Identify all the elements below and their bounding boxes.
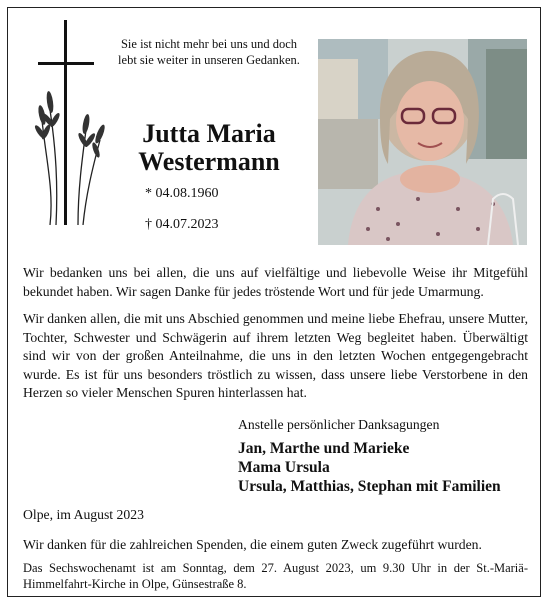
deceased-first-names: Jutta Maria: [142, 119, 276, 148]
signer-line-2: Mama Ursula: [238, 459, 330, 476]
signer-line-1: Jan, Marthe und Marieke: [238, 440, 410, 457]
thanks-paragraph-1: Wir bedanken uns bei allen, die uns auf vielfältige und liebevolle Weise ihr Mitgefühl bekundet haben. Wir sagen Danke für jedes tröstende Wort und für jede Umarmung.: [23, 265, 528, 299]
portrait-image: [318, 39, 527, 245]
signature-intro: Anstelle persönlicher Danksagungen: [238, 417, 440, 432]
deceased-last-name: Westermann: [138, 147, 280, 176]
place-date: Olpe, im August 2023: [23, 507, 144, 522]
death-date: † 04.07.2023: [145, 217, 219, 232]
memorial-service-note: Das Sechswochenamt ist am Sonntag, dem 27. August 2023, um 9.30 Uhr in der St.-Mariä-Himmelfahrt-Kirche in Olpe, Günsestraße 8.: [23, 561, 528, 591]
life-dates: [145, 185, 219, 247]
quote-line-2: lebt sie weiter in unseren Gedanken.: [118, 53, 300, 67]
quote-line-1: Sie ist nicht mehr bei uns und doch: [120, 37, 298, 51]
signers: [238, 439, 501, 496]
thanks-paragraph-2: Wir danken allen, die mit uns Abschied genommen und meine liebe Ehefrau, unsere Mutter, Tochter, Schwester und Schwägerin auf ihrem letzten Weg begleitet haben. Überwältigt sind wir von der großen Anteilnahme, die uns in den letzten Wochen entgegengebracht wurde. Es ist für uns besonders tröstlich zu wissen, dass unsere liebe Verstorbene in den Herzen so vieler Menschen Spuren hinterlassen hat.: [23, 311, 528, 400]
memorial-quote: [100, 36, 318, 68]
birth-date: * 04.08.1960: [145, 186, 219, 201]
signer-line-3: Ursula, Matthias, Stephan mit Familien: [238, 478, 501, 495]
donations-note: Wir danken für die zahlreichen Spenden, die einem guten Zweck zugeführt wurden.: [23, 537, 482, 552]
portrait-photo: [318, 39, 527, 245]
deceased-name: [100, 120, 318, 176]
